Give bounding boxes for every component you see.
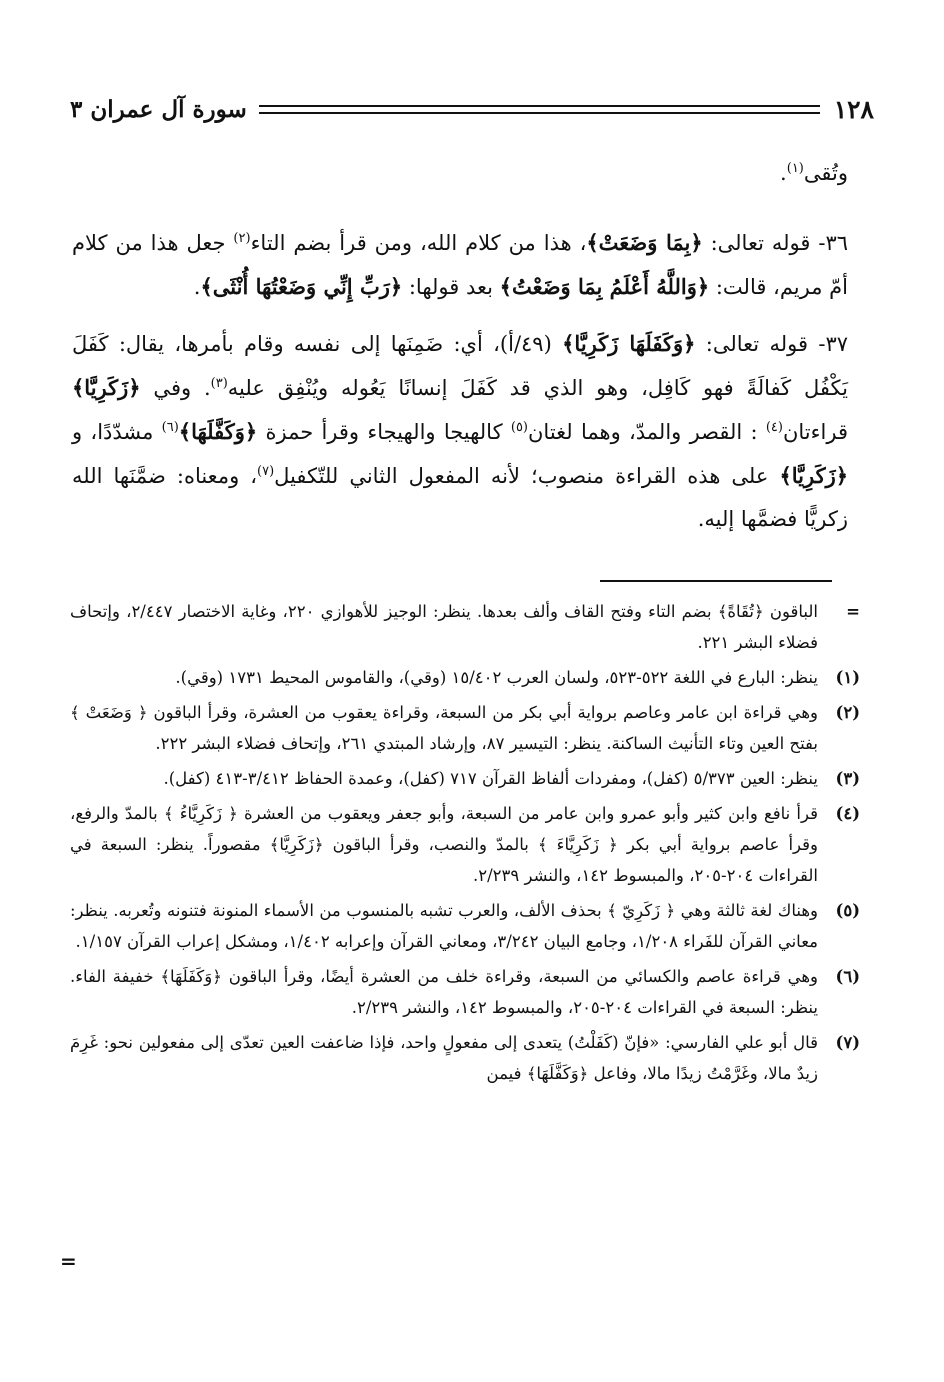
quran-quote: ﴿زَكَرِيَّا﴾: [779, 463, 849, 488]
main-text: [72, 152, 848, 554]
footnote-ref[interactable]: (٦): [161, 420, 179, 435]
footnote-text: ينظر: البارع في اللغة ٥٢٢-٥٢٣، ولسان العرب ١٥/٤٠٢ (وقي)، والقاموس المحيط ١٧٣١ (وقي).: [175, 668, 818, 687]
footnote-mark: (٢): [835, 703, 860, 722]
footnote: [70, 1027, 860, 1089]
paragraph-verse-36: ٣٦- قوله تعالى: ﴿بِمَا وَضَعَتْ﴾، هذا من كلام الله، ومن قرأ بضم التاء$^{(٢)}$ جعل هذا من كلام أمّ مريم، قالت: ﴿وَاللَّهُ أَعْلَمُ بِمَا وَضَعْتُ﴾ بعد قولها: ﴿رَبِّ إِنِّي وَضَعْتُهَا أُنْثَى﴾.: [72, 230, 848, 299]
quran-quote: ﴿رَبِّ إِنِّي وَضَعْتُهَا أُنْثَى﴾: [200, 274, 403, 299]
page-header: [70, 92, 874, 126]
quran-quote: ﴿وَاللَّهُ أَعْلَمُ بِمَا وَضَعْتُ﴾: [499, 274, 710, 299]
footnote-text: ينظر: العين ٥/٣٧٣ (كفل)، ومفردات ألفاظ القرآن ٧١٧ (كفل)، وعمدة الحفاظ ٣/٤١٢-٤١٣ (كفل).: [163, 769, 818, 788]
footnote-text: وهناك لغة ثالثة وهي ﴿ زَكَرِيّ ﴾ بحذف الألف، والعرب تشبه بالمنسوب من الأسماء المنونة فتنونه وتُعربه. ينظر: معاني القرآن للفَراء ١/٢٠٨، وجامع البيان ٣/٢٤٢، ومعاني القرآن وإعرابه ١/٤٠٢، ومشكل إعراب القرآن ١/١٥٧.: [70, 901, 818, 951]
footnote: [70, 798, 860, 891]
footnote-ref[interactable]: (٥): [510, 420, 528, 435]
quran-quote: ﴿وَكَفَّلَهَا﴾: [178, 419, 258, 444]
footnote-text: قال أبو علي الفارسي: «فإنّ (كَفَلْتُ) يتعدى إلى مفعولٍ واحد، فإذا ضاعفت العين تعدّى إلى مفعولين نحو: غَرِمَ زيدٌ مالا، وغَرَّمْتُ زيدًا مالا، وفاعل ﴿وَكَفَّلَهَا﴾ فيمن: [70, 1033, 818, 1083]
footnote: [70, 596, 860, 658]
footnote-ref[interactable]: (٢): [233, 231, 251, 246]
footnote-mark: (٥): [835, 901, 860, 920]
running-title: سورة آل عمران ٣: [70, 95, 247, 123]
continuation-mark: =: [60, 1249, 77, 1273]
quran-quote: ﴿بِمَا وَضَعَتْ﴾: [586, 230, 703, 255]
footnote-text: وهي قراءة عاصم والكسائي من السبعة، وقراءة خلف من العشرة أيضًا، وقرأ الباقون ﴿وَكَفَلَهَا﴾ خفيفة الفاء. ينظر: السبعة في القراءات ٢٠٤-٢٠٥، والمبسوط ١٤٢، والنشر ٢/٢٣٩.: [70, 967, 818, 1017]
footnote-mark: (٣): [835, 769, 860, 788]
header-double-rule: [259, 105, 820, 114]
footnote-text: الباقون ﴿تُقَاةً﴾ بضم التاء وفتح القاف وألف بعدها. ينظر: الوجيز للأهوازي ٢٢٠، وغاية الاختصار ٢/٤٤٧، وإتحاف فضلاء البشر ٢٢١.: [70, 602, 818, 652]
paragraph-continuation: وتُقى$^{(١)}$.: [780, 161, 848, 185]
quran-quote: ﴿زَكَرِيَّا﴾: [72, 375, 141, 400]
footnote-mark: =: [846, 602, 860, 621]
footnote-text: وهي قراءة ابن عامر وعاصم برواية أبي بكر من السبعة، وقراءة يعقوب من العشرة، وقرأ الباقون ﴿ وَضَعَتْ ﴾ بفتح العين وتاء التأنيث الساكنة. ينظر: التيسير ٨٧، وإرشاد المبتدي ٢٦١، وإتحاف فضلاء البشر ٢٢٢.: [70, 703, 818, 753]
footnote: [70, 662, 860, 693]
footnote-ref[interactable]: (٤): [765, 420, 783, 435]
footnote: [70, 961, 860, 1023]
page-number: ١٢٨: [833, 94, 874, 124]
footnote-separator: [600, 580, 832, 582]
footnote: [70, 895, 860, 957]
footnote: [70, 697, 860, 759]
footnote-mark: (١): [835, 668, 860, 687]
footnote-ref[interactable]: (٣): [210, 376, 228, 391]
quran-quote: ﴿وَكَفَلَهَا زَكَرِيَّا﴾: [562, 331, 696, 356]
footnotes: [70, 596, 860, 1093]
footnote-text: قرأ نافع وابن كثير وأبو عمرو وابن عامر من السبعة، وأبو جعفر ويعقوب من العشرة ﴿ زَكَرِيَّاءُ ﴾ بالمدّ والرفع، وقرأ عاصم برواية أبي بكر ﴿ زَكَرِيَّاءَ ﴾ بالمدّ والنصب، وقرأ الباقون ﴿زَكَرِيَّا﴾ مقصوراً. ينظر: السبعة في القراءات ٢٠٤-٢٠٥، والمبسوط ١٤٢، والنشر ٢/٢٣٩.: [70, 804, 818, 885]
footnote-ref[interactable]: (٧): [257, 464, 275, 479]
footnote-mark: (٧): [835, 1033, 860, 1052]
footnote: [70, 763, 860, 794]
footnote-mark: (٦): [835, 967, 860, 986]
paragraph-verse-37: ٣٧- قوله تعالى: ﴿وَكَفَلَهَا زَكَرِيَّا﴾ (٤٩/أ)، أي: ضَمِنَها إلى نفسه وقام بأمرها، يقال: كَفَلَ يَكْفُل كَفالَةً فهو كَافِل، وهو الذي قد كَفَلَ إنسانًا يَعُوله ويُنْفِق عليه$^{(٣)}$. وفي ﴿زَكَرِيَّا﴾ قراءتان$^{(٤)}$ : القصر والمدّ، وهما لغتان$^{(٥)}$ كالهيجا والهيجاء وقرأ حمزة ﴿وَكَفَّلَهَا﴾$^{(٦)}$ مشدّدًا، و ﴿زَكَرِيَّا﴾ على هذه القراءة منصوب؛ لأنه المفعول الثاني للتّكفيل$^{(٧)}$، ومعناه: ضمَّنَها الله زكريًّا فضمَّها إليه.: [72, 331, 849, 531]
footnote-ref[interactable]: (١): [786, 161, 804, 176]
footnote-mark: (٤): [835, 804, 860, 823]
